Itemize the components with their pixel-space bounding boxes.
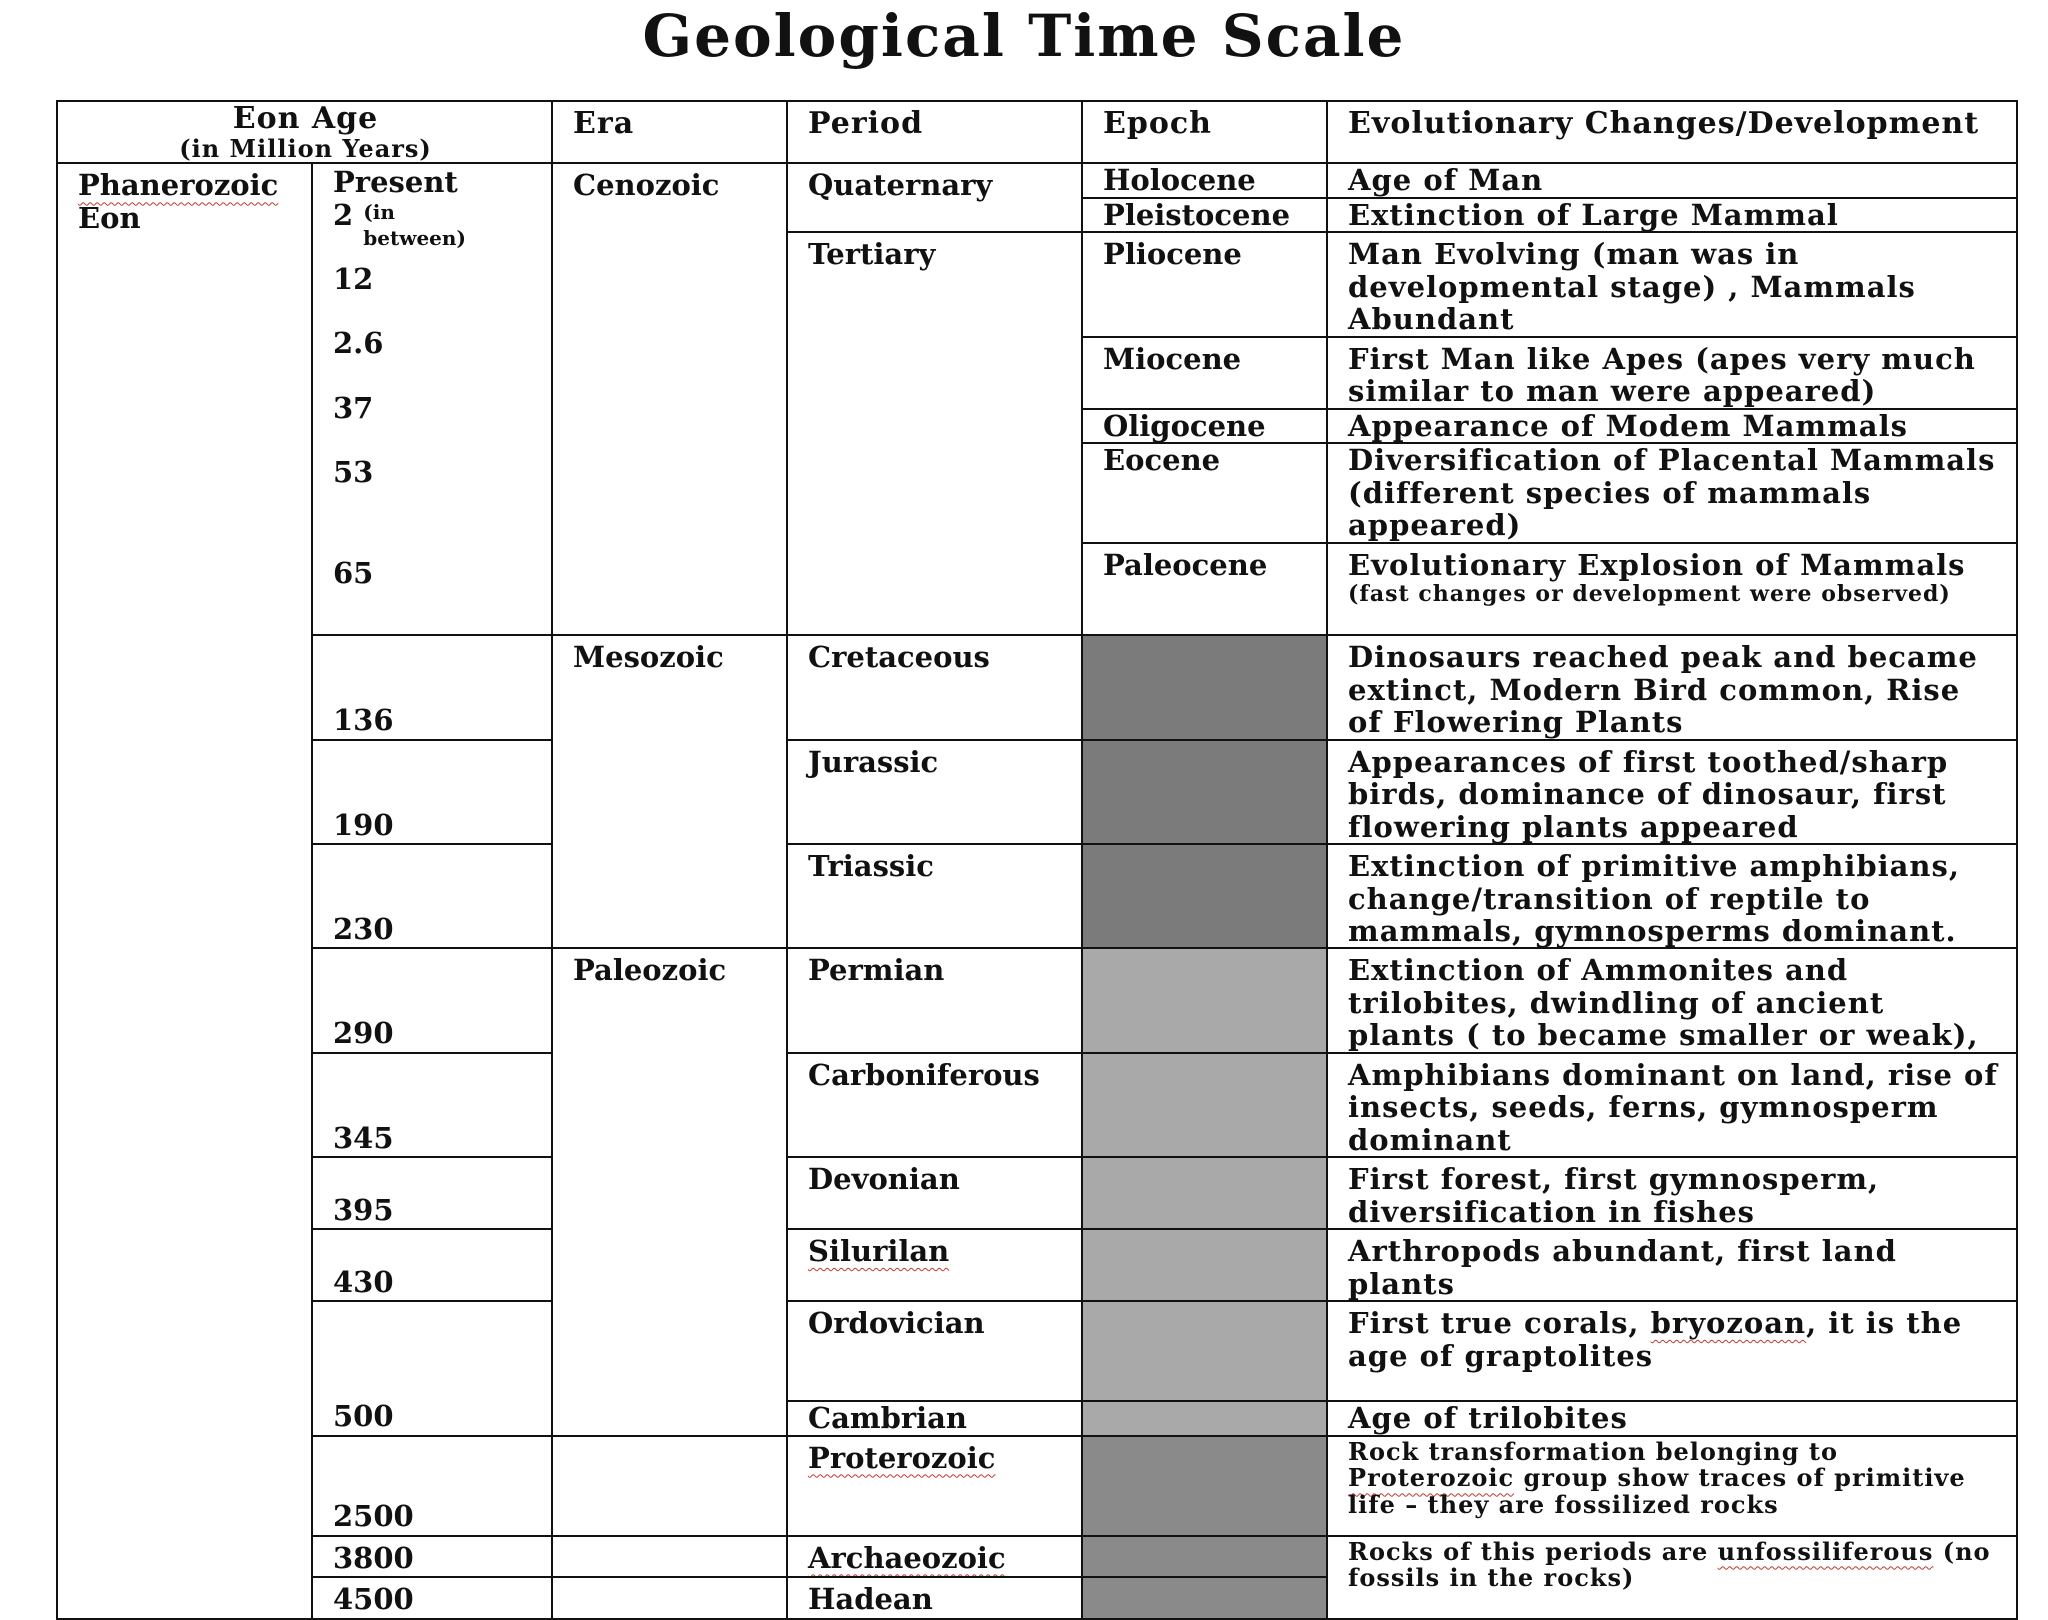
era-mesozoic: Mesozoic [552, 635, 787, 948]
age-cell: 4500 [312, 1577, 552, 1618]
age-two [333, 199, 533, 251]
age-cell: 136 [312, 635, 552, 739]
change-paleocene-main: Evolutionary Explosion of Mammals [1348, 548, 1966, 583]
table-row [57, 1053, 2017, 1157]
epoch-shade [1082, 1401, 1327, 1435]
change-cell: Extinction of primitive amphibians, change/transition of reptile to mammals, gymnosperms dominant. [1327, 844, 2017, 948]
change-cell: Amphibians dominant on land, rise of insects, seeds, ferns, gymnosperm dominant [1327, 1053, 2017, 1157]
epoch-shade [1082, 1577, 1327, 1618]
table-row [57, 1436, 2017, 1536]
era-empty [552, 1536, 787, 1577]
change-eocene: Diversification of Placental Mammals (different species of mammals appeared) [1327, 443, 2017, 543]
epoch-shade [1082, 1157, 1327, 1229]
table-row [57, 740, 2017, 844]
word-unfossiliferous: unfossiliferous [1717, 1536, 1934, 1566]
period-cell [787, 1536, 1082, 1577]
header-era: Era [552, 101, 787, 163]
header-eon-age-label: Eon Age [232, 101, 379, 136]
eon-name-word1: Phanerozoic [78, 168, 279, 203]
word-bryozoan: bryozoan [1650, 1306, 1807, 1341]
table-row [57, 635, 2017, 739]
period-silurian: Silurilan [808, 1234, 950, 1269]
epoch-shade [1082, 1301, 1327, 1401]
era-empty [552, 1577, 787, 1618]
header-row [57, 101, 2017, 163]
change-cell: Extinction of Ammonites and trilobites, dwindling of ancient plants ( to became smaller or weak), [1327, 948, 2017, 1052]
epoch-shade [1082, 1436, 1327, 1536]
period-cell: Permian [787, 948, 1082, 1052]
change-oligocene: Appearance of Modem Mammals [1327, 409, 2017, 443]
change-miocene: First Man like Apes (apes very much similar to man were appeared) [1327, 337, 2017, 409]
epoch-paleocene: Paleocene [1082, 543, 1327, 635]
change-cell: First true corals, bryozoan, it is the age of graptolites [1327, 1301, 2017, 1401]
word-proterozoic: Proterozoic [1348, 1463, 1515, 1493]
eon-name-word2: Eon [78, 200, 141, 235]
header-epoch: Epoch [1082, 101, 1327, 163]
age-cell: 2500 [312, 1436, 552, 1536]
period-archaeozoic: Archaeozoic [808, 1540, 1006, 1575]
era-empty [552, 1436, 787, 1536]
header-eon-age [57, 101, 552, 163]
period-cell: Triassic [787, 844, 1082, 948]
age-65: 65 [333, 555, 374, 590]
epoch-shade [1082, 844, 1327, 948]
era-cenozoic: Cenozoic [552, 163, 787, 635]
table-row [57, 1536, 2017, 1577]
table-row [57, 948, 2017, 1052]
age-cell: 230 [312, 844, 552, 948]
epoch-shade [1082, 948, 1327, 1052]
epoch-shade [1082, 1536, 1327, 1577]
age-2-6: 2.6 [333, 326, 384, 361]
period-cell: Ordovician [787, 1301, 1082, 1401]
cenozoic-age-cell [312, 163, 552, 635]
change-cell: First forest, first gymnosperm, diversification in fishes [1327, 1157, 2017, 1229]
epoch-shade [1082, 635, 1327, 739]
era-paleozoic: Paleozoic [552, 948, 787, 1435]
age-53: 53 [333, 455, 374, 490]
change-cell: Rocks of this periods are unfossiliferous (no fossils in the rocks) [1327, 1536, 2017, 1619]
change-paleocene-sub: (fast changes or development were observed) [1348, 580, 1951, 607]
period-cell [787, 1436, 1082, 1536]
age-cell: 3800 [312, 1536, 552, 1577]
change-paleocene [1327, 543, 2017, 635]
age-12: 12 [333, 261, 374, 296]
period-cell: Jurassic [787, 740, 1082, 844]
epoch-eocene: Eocene [1082, 443, 1327, 543]
change-cell: Arthropods abundant, first land plants [1327, 1229, 2017, 1301]
epoch-pliocene: Pliocene [1082, 232, 1327, 336]
epoch-shade [1082, 1053, 1327, 1157]
age-cell: 190 [312, 740, 552, 844]
epoch-holocene: Holocene [1082, 163, 1327, 197]
table-row [57, 1301, 2017, 1401]
age-cell: 500 [312, 1301, 552, 1435]
table-row [57, 844, 2017, 948]
period-cell: Devonian [787, 1157, 1082, 1229]
period-cell: Cretaceous [787, 635, 1082, 739]
age-37: 37 [333, 390, 374, 425]
period-cell: Cambrian [787, 1401, 1082, 1435]
header-evolution: Evolutionary Changes/Development [1327, 101, 2017, 163]
age-cell: 345 [312, 1053, 552, 1157]
epoch-pleistocene: Pleistocene [1082, 198, 1327, 232]
age-cell: 430 [312, 1229, 552, 1301]
age-cell: 395 [312, 1157, 552, 1229]
change-holocene: Age of Man [1327, 163, 2017, 197]
change-cell: Appearances of first toothed/sharp birds, dominance of dinosaur, first flowering plants appeared [1327, 740, 2017, 844]
epoch-miocene: Miocene [1082, 337, 1327, 409]
age-two-value: 2 [333, 197, 354, 232]
header-period: Period [787, 101, 1082, 163]
table-row [57, 1157, 2017, 1229]
change-cell: Age of trilobites [1327, 1401, 2017, 1435]
period-proterozoic: Proterozoic [808, 1440, 996, 1475]
change-pliocene: Man Evolving (man was in developmental stage) , Mammals Abundant [1327, 232, 2017, 336]
period-quaternary: Quaternary [787, 163, 1082, 232]
eon-cell [57, 163, 312, 1618]
change-pleistocene: Extinction of Large Mammal [1327, 198, 2017, 232]
period-cell: Carboniferous [787, 1053, 1082, 1157]
page-title: Geological Time Scale [642, 2, 1406, 70]
geological-time-table [56, 100, 2018, 1620]
epoch-shade [1082, 740, 1327, 844]
age-cell: 290 [312, 948, 552, 1052]
age-in-between: (in between) [363, 199, 466, 250]
header-eon-age-sub: (in Million Years) [179, 133, 432, 163]
period-tertiary: Tertiary [787, 232, 1082, 635]
epoch-oligocene: Oligocene [1082, 409, 1327, 443]
table-row [57, 163, 2017, 197]
age-present: Present [333, 165, 458, 200]
epoch-shade [1082, 1229, 1327, 1301]
change-cell: Rock transformation belonging to Proterozoic group show traces of primitive life – they are fossilized rocks [1327, 1436, 2017, 1536]
period-cell [787, 1229, 1082, 1301]
change-cell: Dinosaurs reached peak and became extinct, Modern Bird common, Rise of Flowering Plants [1327, 635, 2017, 739]
period-cell: Hadean [787, 1577, 1082, 1618]
table-row [57, 1229, 2017, 1301]
